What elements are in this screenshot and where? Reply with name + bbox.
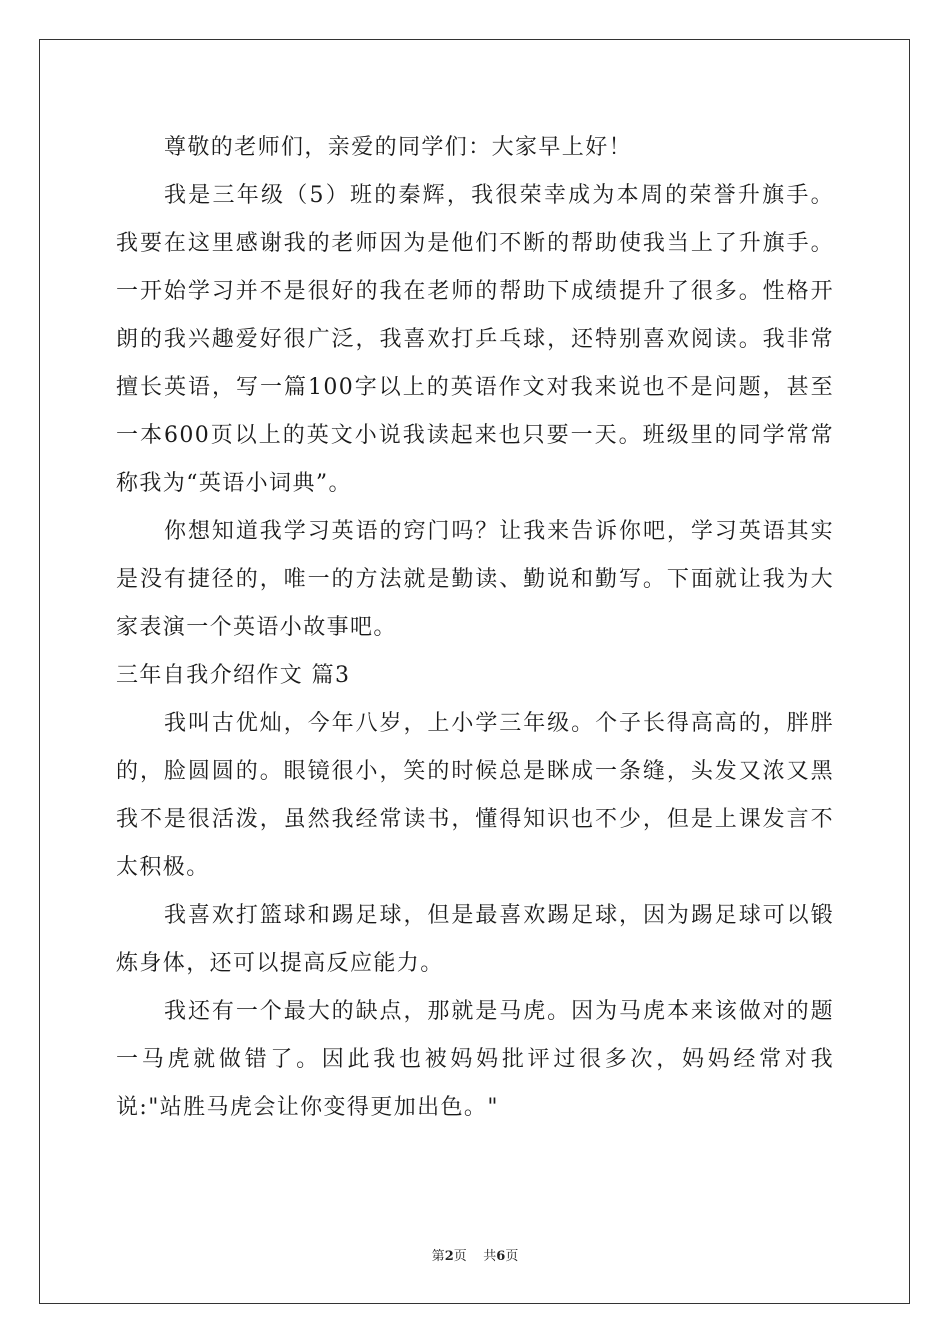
- greeting-paragraph: 尊敬的老师们，亲爱的同学们：大家早上好！: [164, 135, 633, 160]
- section-heading: 三年自我介绍作文 篇3: [116, 663, 351, 688]
- document-body: [116, 124, 834, 1132]
- self-description-paragraph: 我叫古优灿，今年八岁，上小学三年级。个子长得高高的，胖胖的，脸圆圆的。眼镜很小，笑的时候总是眯成一条缝，头发又浓又黑我不是很活泼，虽然我经常读书，懂得知识也不少，但是上课发言不太积极。: [116, 711, 834, 880]
- english-tip-paragraph: 你想知道我学习英语的窍门吗？让我来告诉你吧，学习英语其实是没有捷径的，唯一的方法就是勤读、勤说和勤写。下面就让我为大家表演一个英语小故事吧。: [116, 519, 834, 640]
- footer-prefix: 第: [431, 1249, 445, 1264]
- page-footer: [0, 1248, 950, 1266]
- shortcoming-paragraph: 我还有一个最大的缺点，那就是马虎。因为马虎本来该做对的题一马虎就做错了。因此我也被妈妈批评过很多次，妈妈经常对我说:"站胜马虎会让你变得更加出色。": [116, 999, 834, 1120]
- current-page-number: 2: [444, 1249, 454, 1264]
- hobby-paragraph: 我喜欢打篮球和踢足球，但是最喜欢踢足球，因为踢足球可以锻炼身体，还可以提高反应能力。: [116, 903, 834, 976]
- total-page-number: 6: [496, 1249, 506, 1264]
- footer-suffix: 页: [505, 1249, 519, 1264]
- footer-middle: 页 共: [453, 1249, 497, 1264]
- intro-paragraph: 我是三年级（5）班的秦辉，我很荣幸成为本周的荣誉升旗手。我要在这里感谢我的老师因为是他们不断的帮助使我当上了升旗手。一开始学习并不是很好的我在老师的帮助下成绩提升了很多。性格开朗的我兴趣爱好很广泛，我喜欢打乒乓球，还特别喜欢阅读。我非常擅长英语，写一篇100字以上的英语作文对我来说也不是问题，甚至一本600页以上的英文小说我读起来也只要一天。班级里的同学常常称我为“英语小词典”。: [116, 183, 834, 496]
